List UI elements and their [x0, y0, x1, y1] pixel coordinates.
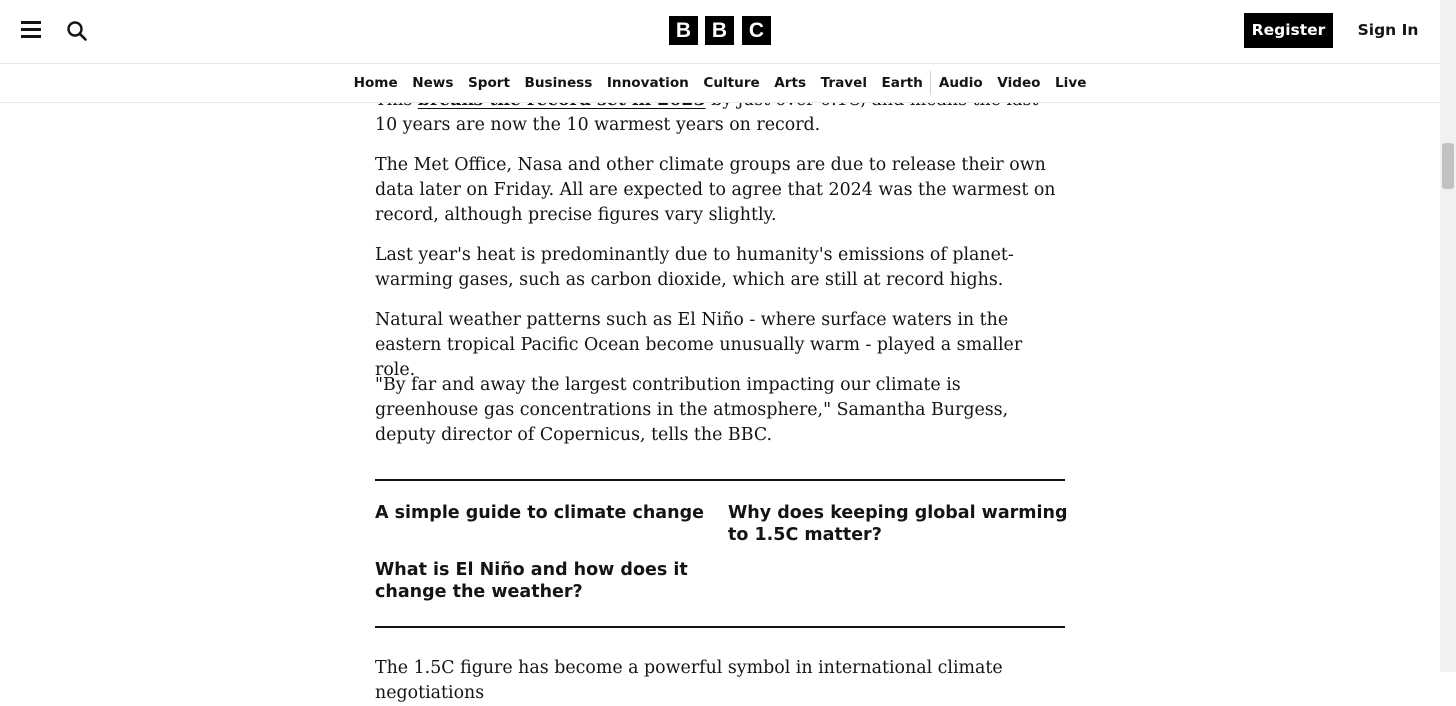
- logo-block: C: [742, 16, 771, 45]
- related-link-climate-guide[interactable]: A simple guide to climate change: [375, 503, 704, 523]
- nav-item-live[interactable]: Live: [1055, 75, 1087, 91]
- nav-item-culture[interactable]: Culture: [703, 75, 760, 91]
- scrollbar-thumb[interactable]: [1442, 143, 1454, 189]
- nav-list: [0, 64, 1440, 102]
- nav-item-innovation[interactable]: Innovation: [606, 75, 689, 91]
- search-icon[interactable]: [66, 20, 88, 42]
- related-link-el-nino[interactable]: What is El Niño and how does it change the weather?: [375, 560, 688, 602]
- scrollbar-track[interactable]: [1440, 0, 1456, 672]
- hamburger-menu-icon[interactable]: [21, 21, 41, 39]
- main-navigation: [0, 63, 1440, 103]
- nav-item-sport[interactable]: Sport: [467, 75, 510, 91]
- article-paragraph: Last year's heat is predominantly due to humanity's emissions of planet-warming gases, such as carbon dioxide, which are still at record highs.: [375, 245, 1014, 290]
- article-paragraph: The 1.5C figure has become a powerful symbol in international climate negotiations: [375, 658, 1003, 703]
- nav-item-business[interactable]: Business: [524, 75, 593, 91]
- bbc-logo[interactable]: [669, 16, 771, 45]
- nav-item-video[interactable]: Video: [997, 75, 1041, 91]
- nav-item-news[interactable]: News: [412, 75, 454, 91]
- logo-block: B: [705, 16, 734, 45]
- nav-item-earth[interactable]: Earth: [881, 75, 923, 91]
- related-links-top-divider: [375, 479, 1065, 481]
- nav-separator: [930, 71, 931, 95]
- related-link-1-5c-matter[interactable]: Why does keeping global warming to 1.5C matter?: [728, 503, 1068, 545]
- related-links-bottom-divider: [375, 626, 1065, 628]
- article-paragraph: Natural weather patterns such as El Niño - where surface waters in the eastern tropical Pacific Ocean become unusually warm - played a smaller role.: [375, 310, 1023, 380]
- nav-item-audio[interactable]: Audio: [938, 75, 983, 91]
- sign-in-link[interactable]: Sign In: [1357, 21, 1419, 39]
- nav-item-arts[interactable]: Arts: [774, 75, 807, 91]
- site-header: [0, 0, 1440, 63]
- register-button[interactable]: Register: [1244, 13, 1333, 48]
- logo-block: B: [669, 16, 698, 45]
- paragraph-text: 10 years are now the 10 warmest years on record.: [375, 115, 821, 135]
- article-paragraph: The Met Office, Nasa and other climate groups are due to release their own data later on Friday. All are expected to agree that 2024 was the warmest on record, although precise figures vary slightly.: [375, 155, 1056, 225]
- article-paragraph: "By far and away the largest contribution impacting our climate is greenhouse gas concentrations in the atmosphere," Samantha Burgess, deputy director of Copernicus, tells the BBC.: [375, 375, 1009, 445]
- nav-item-travel[interactable]: Travel: [820, 75, 867, 91]
- nav-item-home[interactable]: Home: [353, 75, 398, 91]
